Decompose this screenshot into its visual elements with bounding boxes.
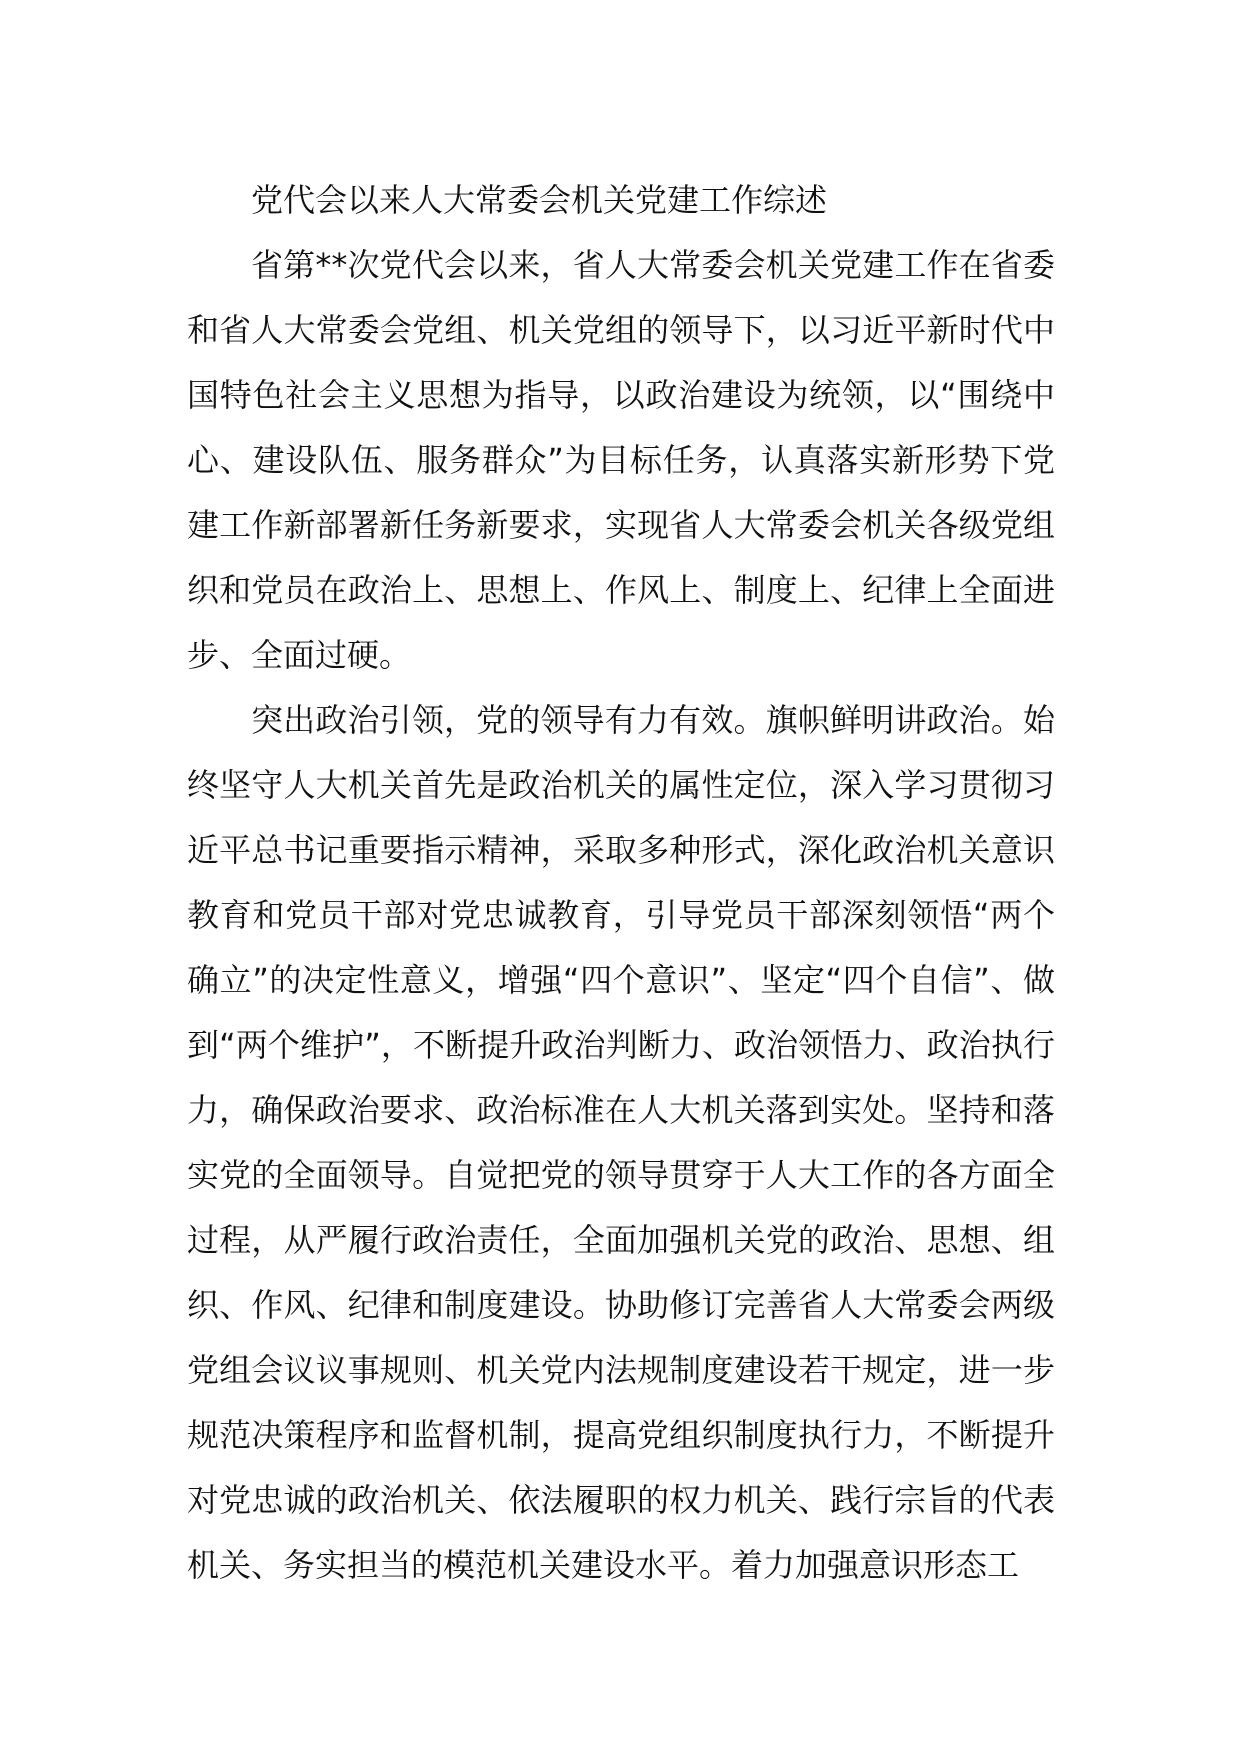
paragraph-political-leadership: 突出政治引领，党的领导有力有效。旗帜鲜明讲政治。始终坚守人大机关首先是政治机关的属性定位，深入学习贯彻习近平总书记重要指示精神，采取多种形式，深化政治机关意识教育和党员干部对党忠诚教育，引导党员干部深刻领悟“两个确立”的决定性意义，增强“四个意识”、坚定“四个自信”、做到“两个维护”，不断提升政治判断力、政治领悟力、政治执行力，确保政治要求、政治标准在人大机关落到实处。坚持和落实党的全面领导。自觉把党的领导贯穿于人大工作的各方面全过程，从严履行政治责任，全面加强机关党的政治、思想、组织、作风、纪律和制度建设。协助修订完善省人大常委会两级党组会议议事规则、机关党内法规制度建设若干规定，进一步规范决策程序和监督机制，提高党组织制度执行力，不断提升对党忠诚的政治机关、依法履职的权力机关、践行宗旨的代表机关、务实担当的模范机关建设水平。着力加强意识形态工 (187, 701, 1055, 1584)
document-title: 党代会以来人大常委会机关党建工作综述 (251, 181, 828, 219)
paragraph-intro: 省第**次党代会以来，省人大常委会机关党建工作在省委和省人大常委会党组、机关党组的领导下，以习近平新时代中国特色社会主义思想为指导，以政治建设为统领，以“围绕中心、建设队伍、服务群众”为目标任务，认真落实新形势下党建工作新部署新任务新要求，实现省人大常委会机关各级党组织和党员在政治上、思想上、作风上、制度上、纪律上全面进步、全面过硬。 (187, 246, 1055, 674)
document-body (187, 168, 1055, 1598)
